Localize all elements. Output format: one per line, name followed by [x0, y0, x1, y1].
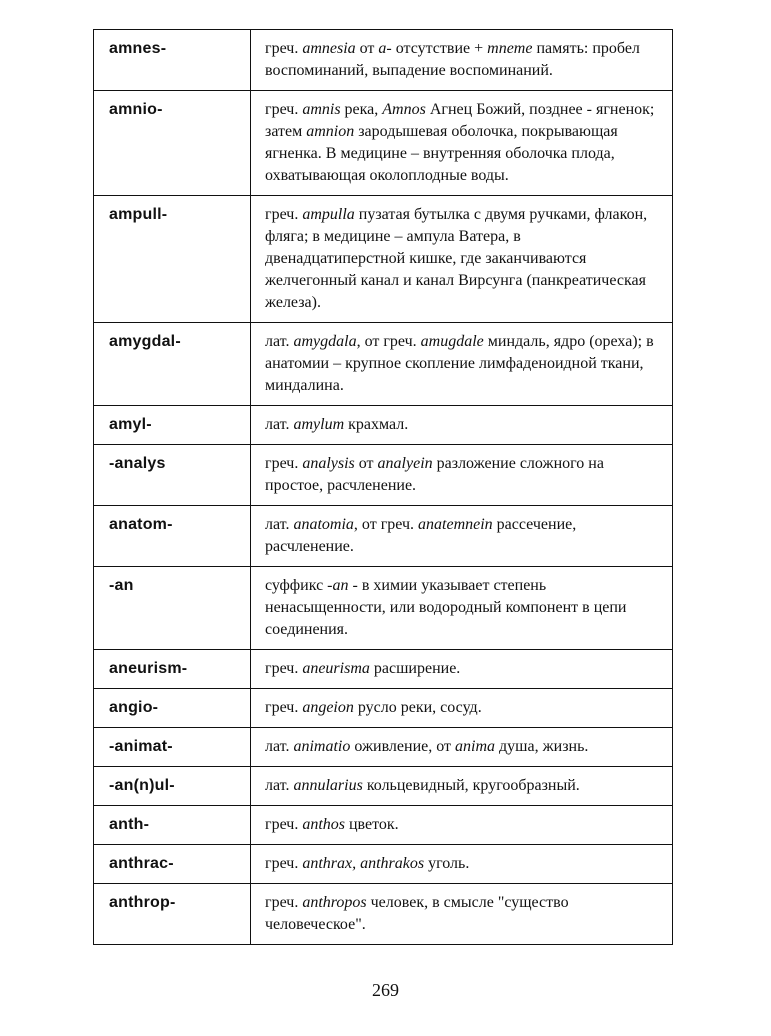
definition-italic-word: annularius [293, 777, 363, 794]
table-row [94, 91, 673, 196]
definition-text: душа, жизнь. [495, 738, 589, 755]
definition-cell [251, 689, 673, 728]
definition-italic-word: amnesia [302, 40, 356, 57]
definition-italic-word: ampulla [302, 206, 355, 223]
table-row [94, 406, 673, 445]
definition-text: , от греч. [353, 516, 419, 533]
definition-cell [251, 30, 673, 91]
term-cell: amygdal- [94, 323, 251, 406]
glossary-table [93, 29, 673, 945]
table-row [94, 323, 673, 406]
definition-italic-word: angeion [302, 699, 354, 716]
definition-italic-word: animatio [293, 738, 351, 755]
definition-text: греч. [265, 455, 303, 472]
term-cell: angio- [94, 689, 251, 728]
definition-text: оживление, от [350, 738, 456, 755]
definition-italic-word: Amnos [382, 101, 426, 118]
definition-text: отсутствие + [391, 40, 488, 57]
definition-cell [251, 323, 673, 406]
definition-text: лат. [265, 416, 294, 433]
definition-italic-word: amnis [302, 101, 341, 118]
definition-text: цветок. [344, 816, 399, 833]
definition-text: река, [340, 101, 383, 118]
definition-cell [251, 506, 673, 567]
definition-text: греч. [265, 101, 303, 118]
term-cell: amnes- [94, 30, 251, 91]
definition-cell [251, 445, 673, 506]
definition-italic-word: -an [327, 577, 349, 594]
table-row [94, 30, 673, 91]
term-cell: -an(n)ul- [94, 767, 251, 806]
term-cell: anatom- [94, 506, 251, 567]
definition-text: лат. [265, 333, 294, 350]
definition-text: кольцевидный, кругообразный. [362, 777, 580, 794]
definition-cell [251, 806, 673, 845]
definition-italic-word: anthos [302, 816, 345, 833]
definition-italic-word: anthropos [302, 894, 367, 911]
definition-cell [251, 728, 673, 767]
definition-italic-word: amylum [293, 416, 345, 433]
definition-cell [251, 91, 673, 196]
table-row [94, 767, 673, 806]
table-row [94, 506, 673, 567]
table-row [94, 806, 673, 845]
definition-italic-word: anthrax, anthrakos [302, 855, 425, 872]
definition-text: греч. [265, 40, 303, 57]
table-row [94, 445, 673, 506]
term-cell: -an [94, 567, 251, 650]
term-cell: ampull- [94, 196, 251, 323]
definition-text: от [354, 455, 378, 472]
definition-italic-word: amugdale [420, 333, 484, 350]
definition-text: от [355, 40, 379, 57]
definition-text: лат. [265, 777, 294, 794]
definition-italic-word: analysis [302, 455, 355, 472]
definition-cell [251, 884, 673, 945]
table-row [94, 845, 673, 884]
definition-text: пузатая бутылка с двумя ручками, флакон, фляга; в медицине – ампула Ватера, в двенадцатиперстной кишке, где заканчиваются желчегонный канал и канал Вирсунга (панкреатическая железа). [265, 206, 648, 311]
table-row [94, 650, 673, 689]
definition-cell [251, 650, 673, 689]
definition-cell [251, 196, 673, 323]
definition-cell [251, 767, 673, 806]
table-row [94, 196, 673, 323]
page-number: 269 [372, 980, 399, 1000]
definition-text: , от греч. [356, 333, 421, 350]
definition-text: русло реки, сосуд. [353, 699, 482, 716]
table-row [94, 728, 673, 767]
definition-text: память: пробел воспоминаний, выпадение воспоминаний. [265, 40, 640, 79]
term-cell: aneurism- [94, 650, 251, 689]
term-cell: -analys [94, 445, 251, 506]
table-row [94, 884, 673, 945]
definition-text: расширение. [369, 660, 461, 677]
definition-italic-word: a- [378, 40, 392, 57]
definition-italic-word: anatomia [293, 516, 354, 533]
definition-text: греч. [265, 206, 303, 223]
definition-cell [251, 406, 673, 445]
term-cell: anthrop- [94, 884, 251, 945]
definition-text: разложение сложного на простое, расчленение. [265, 455, 604, 494]
term-cell: -animat- [94, 728, 251, 767]
definition-text: - в химии указывает степень ненасыщенности, или водородный компонент в цепи соединения. [265, 577, 627, 638]
definition-text: лат. [265, 738, 294, 755]
table-row [94, 567, 673, 650]
definition-text: человек, в смысле "существо человеческое". [265, 894, 569, 933]
definition-text: греч. [265, 660, 303, 677]
definition-italic-word: mneme [487, 40, 533, 57]
definition-text: лат. [265, 516, 294, 533]
glossary-table-body [94, 30, 673, 945]
definition-italic-word: anima [455, 738, 496, 755]
term-cell: amnio- [94, 91, 251, 196]
table-row [94, 689, 673, 728]
term-cell: amyl- [94, 406, 251, 445]
definition-italic-word: amygdala [293, 333, 357, 350]
definition-text: греч. [265, 855, 303, 872]
definition-text: миндаль, ядро (ореха); в анатомии – крупное скопление лимфаденоидной ткани, миндалина. [265, 333, 654, 394]
term-cell: anth- [94, 806, 251, 845]
definition-text: суффикс [265, 577, 328, 594]
definition-text: уголь. [424, 855, 470, 872]
definition-text: крахмал. [344, 416, 409, 433]
definition-text: рассечение, расчленение. [265, 516, 577, 555]
definition-italic-word: anatemnein [418, 516, 493, 533]
definition-cell [251, 845, 673, 884]
definition-text: греч. [265, 699, 303, 716]
definition-italic-word: aneurisma [302, 660, 370, 677]
term-cell: anthrac- [94, 845, 251, 884]
definition-cell [251, 567, 673, 650]
definition-italic-word: analyein [377, 455, 433, 472]
definition-italic-word: amnion [306, 123, 355, 140]
definition-text: Агнец Божий, позднее - ягненок; затем [265, 101, 655, 140]
definition-text: зародышевая оболочка, покрывающая ягненка. В медицине – внутренняя оболочка плода, охватывающая околоплодные воды. [265, 123, 618, 184]
definition-text: греч. [265, 816, 303, 833]
definition-text: греч. [265, 894, 303, 911]
